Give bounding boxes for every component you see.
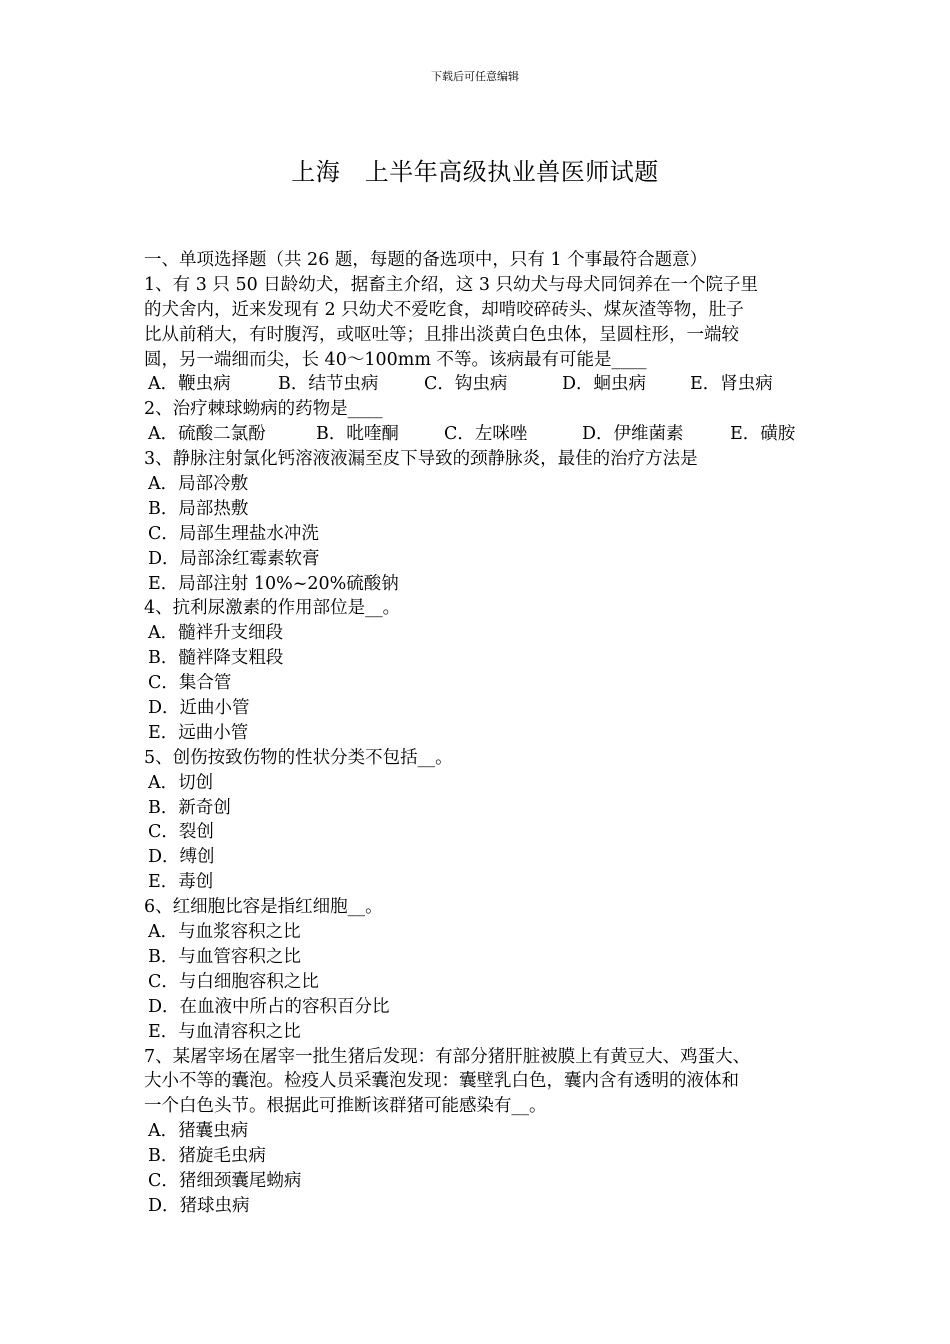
question-text-line: 2、治疗棘球蚴病的药物是____ — [144, 399, 383, 420]
option-d: D．在血液中所占的容积百分比 — [148, 996, 390, 1017]
option-c: C．集合管 — [148, 673, 232, 694]
option-d: D．缚创 — [148, 847, 215, 868]
option-c: C．猪细颈囊尾蚴病 — [148, 1170, 302, 1191]
question-text-line: 6、红细胞比容是指红细胞__。 — [144, 897, 383, 918]
option-b: B．局部热敷 — [148, 498, 249, 519]
option-c: C．钩虫病 — [424, 374, 508, 395]
option-e: E．毒创 — [148, 872, 214, 893]
option-b: B．吡喹酮 — [316, 424, 399, 445]
question-text-line: 7、某屠宰场在屠宰一批生猪后发现：有部分猪肝脏被膜上有黄豆大、鸡蛋大、 — [144, 1046, 751, 1067]
option-e: E．磺胺 — [730, 424, 796, 445]
option-c: C．裂创 — [148, 822, 214, 843]
option-e: E．肾虫病 — [690, 374, 773, 395]
option-b: B．猪旋毛虫病 — [148, 1146, 266, 1167]
question-3 — [144, 447, 812, 596]
section-heading: 一、单项选择题（共 26 题，每题的备选项中，只有 1 个事最符合题意） — [144, 250, 708, 270]
page-title: 上海 上半年高级执业兽医师试题 — [291, 158, 659, 186]
option-b: B．新奇创 — [148, 797, 231, 818]
question-text-line: 圆，另一端细而尖，长 40～100mm 不等。该病最有可能是____ — [144, 349, 647, 370]
option-a: A．与血浆容积之比 — [148, 922, 301, 943]
option-d: D．猪球虫病 — [148, 1195, 250, 1216]
question-4 — [144, 596, 812, 745]
document-body — [144, 248, 812, 1219]
option-a: A．猪囊虫病 — [148, 1121, 249, 1142]
question-text-line: 一个白色头节。根据此可推断该群猪可能感染有__。 — [144, 1096, 547, 1117]
option-c: C．局部生理盐水冲洗 — [148, 523, 319, 544]
question-text-line: 3、静脉注射氯化钙溶液液漏至皮下导致的颈静脉炎，最佳的治疗方法是 — [144, 449, 698, 470]
question-text-line: 大小不等的囊泡。检疫人员采囊泡发现：囊壁乳白色，囊内含有透明的液体和 — [144, 1071, 739, 1092]
question-1 — [144, 273, 812, 397]
option-a: A．局部冷敷 — [148, 474, 249, 495]
option-c: C．左咪唑 — [444, 424, 528, 445]
question-6 — [144, 895, 812, 1044]
option-row — [144, 422, 812, 447]
option-a: A．髓袢升支细段 — [148, 623, 284, 644]
option-e: E．远曲小管 — [148, 722, 249, 743]
option-d: D．局部涂红霉素软膏 — [148, 548, 320, 569]
question-7 — [144, 1045, 812, 1219]
option-d: D．伊维菌素 — [582, 424, 684, 445]
question-text-line: 4、抗利尿激素的作用部位是__。 — [144, 598, 401, 619]
option-a: A．硫酸二氯酚 — [148, 424, 266, 445]
option-row — [144, 372, 812, 397]
option-e: E．与血清容积之比 — [148, 1021, 301, 1042]
option-a: A．鞭虫病 — [148, 374, 231, 395]
option-b: B．髓袢降支粗段 — [148, 648, 284, 669]
option-b: B．与血管容积之比 — [148, 946, 301, 967]
option-c: C．与白细胞容积之比 — [148, 971, 319, 992]
option-d: D．蛔虫病 — [562, 374, 647, 395]
option-b: B．结节虫病 — [278, 374, 379, 395]
question-5 — [144, 746, 812, 895]
option-d: D．近曲小管 — [148, 698, 250, 719]
option-e: E．局部注射 10%~20%硫酸钠 — [148, 573, 399, 594]
question-text-line: 的犬舍内，近来发现有 2 只幼犬不爱吃食，却啃咬碎砖头、煤灰渣等物，肚子 — [144, 299, 744, 320]
question-2 — [144, 397, 812, 447]
question-text-line: 1、有 3 只 50 日龄幼犬，据畜主介绍，这 3 只幼犬与母犬同饲养在一个院子里 — [144, 274, 759, 295]
option-a: A．切创 — [148, 772, 214, 793]
question-text-line: 比从前稍大，有时腹泻，或呕吐等；且排出淡黄白色虫体，呈圆柱形，一端较 — [144, 324, 739, 345]
header-note: 下载后可任意编辑 — [431, 70, 519, 83]
question-text-line: 5、创伤按致伤物的性状分类不包括__。 — [144, 747, 453, 768]
